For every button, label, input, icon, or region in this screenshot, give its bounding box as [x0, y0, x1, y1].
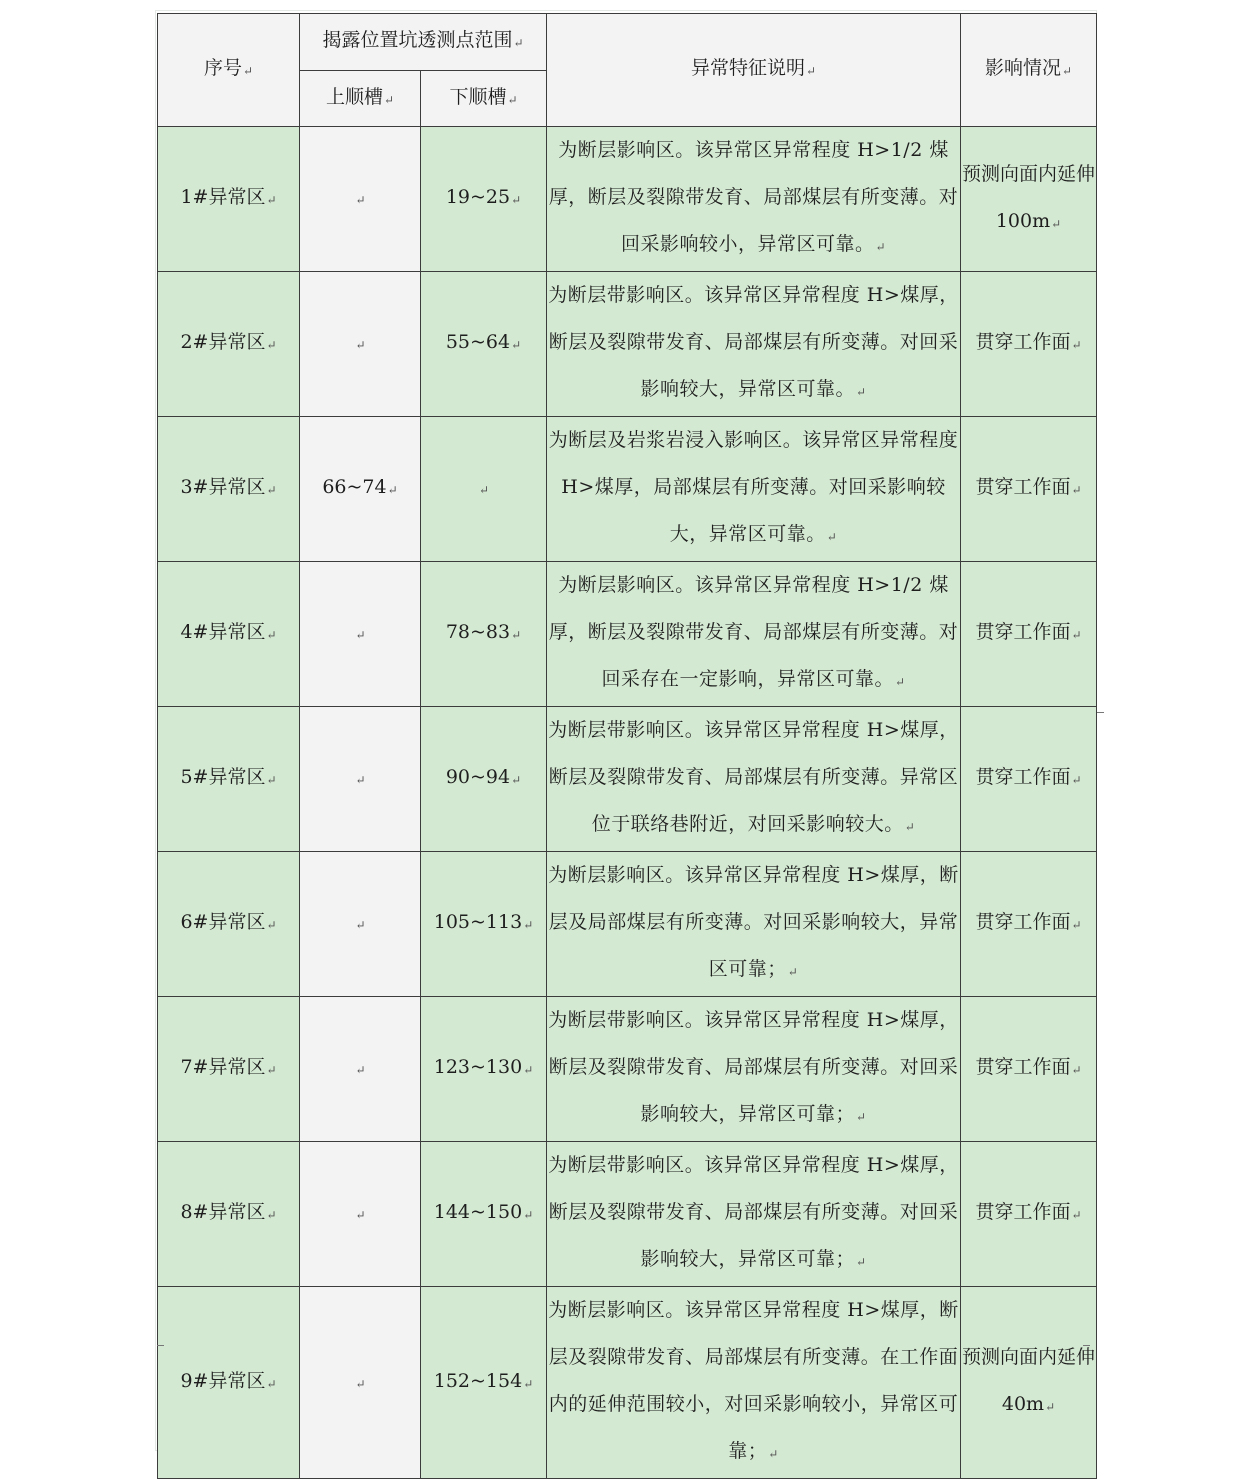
- cell-desc: 为断层影响区。该异常区异常程度 H>煤厚，断层及裂隙带发育、局部煤层有所变薄。在工作面内的延伸范围较小，对回采影响较小，异常区可靠；↵: [547, 1287, 961, 1479]
- header-id: 序号↵: [158, 14, 300, 127]
- header-desc: 异常特征说明↵: [547, 14, 961, 127]
- cell-desc: 为断层影响区。该异常区异常程度 H>1/2 煤厚，断层及裂隙带发育、局部煤层有所变薄。对回采影响较小，异常区可靠。↵: [547, 127, 961, 272]
- cell-up: ↵: [300, 852, 421, 997]
- cell-down: 144~150↵: [421, 1142, 547, 1287]
- cell-id: 9#异常区↵: [158, 1287, 300, 1479]
- cell-down: 78~83↵: [421, 562, 547, 707]
- cell-impact: 贯穿工作面↵: [961, 707, 1097, 852]
- edge-mark: [1097, 712, 1104, 713]
- table-row: [158, 127, 1097, 272]
- cell-desc: 为断层及岩浆岩浸入影响区。该异常区异常程度 H>煤厚，局部煤层有所变薄。对回采影响较大，异常区可靠。↵: [547, 417, 961, 562]
- table-row: [158, 852, 1097, 997]
- cell-down: 152~154↵: [421, 1287, 547, 1479]
- cell-up: ↵: [300, 127, 421, 272]
- cell-impact: 贯穿工作面↵: [961, 852, 1097, 997]
- cell-impact: 预测向面内延伸 40m↵: [961, 1287, 1097, 1479]
- header-row-1: [158, 14, 1097, 71]
- cell-desc: 为断层带影响区。该异常区异常程度 H>煤厚，断层及裂隙带发育、局部煤层有所变薄。对回采影响较大，异常区可靠。↵: [547, 272, 961, 417]
- cell-up: ↵: [300, 272, 421, 417]
- cell-down: 105~113↵: [421, 852, 547, 997]
- header-down: 下顺槽↵: [421, 71, 547, 127]
- cell-down: ↵: [421, 417, 547, 562]
- cell-up: ↵: [300, 1142, 421, 1287]
- cell-down: 19~25↵: [421, 127, 547, 272]
- cell-up: ↵: [300, 707, 421, 852]
- table-row: [158, 562, 1097, 707]
- cell-impact: 预测向面内延伸 100m↵: [961, 127, 1097, 272]
- cell-down: 55~64↵: [421, 272, 547, 417]
- table-row: [158, 997, 1097, 1142]
- cell-id: 3#异常区↵: [158, 417, 300, 562]
- cell-impact: 贯穿工作面↵: [961, 997, 1097, 1142]
- cell-down: 90~94↵: [421, 707, 547, 852]
- cell-id: 7#异常区↵: [158, 997, 300, 1142]
- table-row: [158, 1287, 1097, 1479]
- header-impact: 影响情况↵: [961, 14, 1097, 127]
- cell-id: 8#异常区↵: [158, 1142, 300, 1287]
- cell-impact: 贯穿工作面↵: [961, 1142, 1097, 1287]
- edge-mark: [1083, 1345, 1090, 1346]
- cell-down: 123~130↵: [421, 997, 547, 1142]
- header-group: 揭露位置坑透测点范围↵: [300, 14, 547, 71]
- table-row: [158, 707, 1097, 852]
- cell-id: 2#异常区↵: [158, 272, 300, 417]
- cell-desc: 为断层影响区。该异常区异常程度 H>煤厚，断层及局部煤层有所变薄。对回采影响较大，异常区可靠；↵: [547, 852, 961, 997]
- cell-desc: 为断层带影响区。该异常区异常程度 H>煤厚，断层及裂隙带发育、局部煤层有所变薄。对回采影响较大，异常区可靠；↵: [547, 997, 961, 1142]
- table-row: [158, 417, 1097, 562]
- cell-impact: 贯穿工作面↵: [961, 272, 1097, 417]
- cell-impact: 贯穿工作面↵: [961, 417, 1097, 562]
- cell-desc: 为断层带影响区。该异常区异常程度 H>煤厚，断层及裂隙带发育、局部煤层有所变薄。异常区位于联络巷附近，对回采影响较大。↵: [547, 707, 961, 852]
- header-up: 上顺槽↵: [300, 71, 421, 127]
- cell-desc: 为断层影响区。该异常区异常程度 H>1/2 煤厚，断层及裂隙带发育、局部煤层有所变薄。对回采存在一定影响，异常区可靠。↵: [547, 562, 961, 707]
- cell-id: 1#异常区↵: [158, 127, 300, 272]
- cell-id: 5#异常区↵: [158, 707, 300, 852]
- cell-up: ↵: [300, 997, 421, 1142]
- edge-mark: [157, 1345, 164, 1346]
- cell-up: ↵: [300, 562, 421, 707]
- cell-up: 66~74↵: [300, 417, 421, 562]
- table-row: [158, 272, 1097, 417]
- cell-id: 6#异常区↵: [158, 852, 300, 997]
- cell-id: 4#异常区↵: [158, 562, 300, 707]
- cell-desc: 为断层带影响区。该异常区异常程度 H>煤厚，断层及裂隙带发育、局部煤层有所变薄。对回采影响较大，异常区可靠；↵: [547, 1142, 961, 1287]
- anomaly-table: [157, 13, 1097, 1479]
- cell-up: ↵: [300, 1287, 421, 1479]
- cell-impact: 贯穿工作面↵: [961, 562, 1097, 707]
- table-row: [158, 1142, 1097, 1287]
